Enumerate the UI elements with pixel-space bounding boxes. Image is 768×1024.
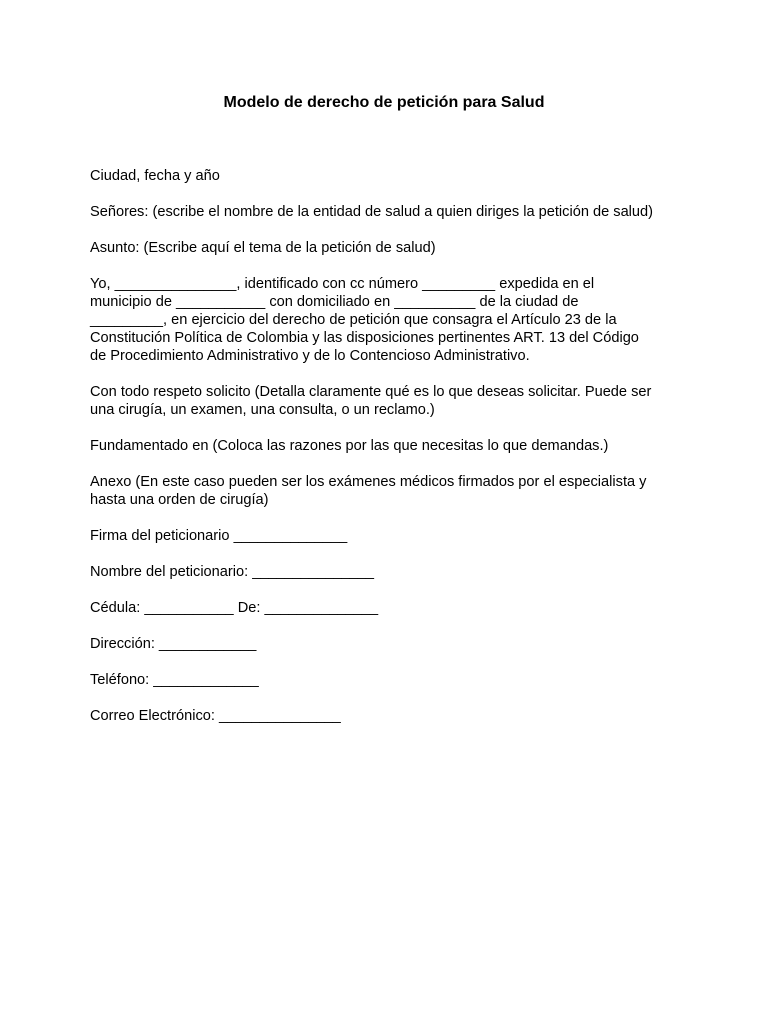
text-line: de Procedimiento Administrativo y de lo Contencioso Administrativo. [90, 348, 530, 364]
text-line: Anexo (En este caso pueden ser los exámenes médicos firmados por el especialista y [90, 474, 647, 490]
annex-paragraph [90, 473, 690, 509]
text-line: una cirugía, un examen, una consulta, o un reclamo.) [90, 402, 435, 418]
text-line: Nombre del peticionario: _______________ [90, 564, 374, 580]
text-line: Cédula: ___________ De: ______________ [90, 600, 379, 616]
text-line: Con todo respeto solicito (Detalla claramente qué es lo que deseas solicitar. Puede ser [90, 384, 652, 400]
id-line [90, 599, 690, 617]
recipient-line [90, 203, 690, 221]
text-line: Firma del peticionario ______________ [90, 528, 348, 544]
email-line [90, 707, 690, 725]
name-line [90, 563, 690, 581]
text-line: municipio de ___________ con domiciliado en __________ de la ciudad de [90, 294, 579, 310]
subject-line [90, 239, 690, 257]
request-paragraph [90, 383, 690, 419]
text-line: Constitución Política de Colombia y las disposiciones pertinentes ART. 13 del Código [90, 330, 639, 346]
text-line: Señores: (escribe el nombre de la entidad de salud a quien diriges la petición de salud) [90, 204, 654, 220]
place-date-line [90, 167, 690, 185]
text-line: Teléfono: _____________ [90, 672, 259, 688]
grounds-paragraph [90, 437, 690, 455]
text-line: Asunto: (Escribe aquí el tema de la petición de salud) [90, 240, 436, 256]
document-body [90, 167, 690, 743]
text-line: Yo, _______________, identificado con cc número _________ expedida en el [90, 276, 595, 292]
signature-line [90, 527, 690, 545]
address-line [90, 635, 690, 653]
phone-line [90, 671, 690, 689]
document-title: Modelo de derecho de petición para Salud [223, 94, 545, 111]
text-line: hasta una orden de cirugía) [90, 492, 269, 508]
text-line: Ciudad, fecha y año [90, 168, 220, 184]
text-line: Fundamentado en (Coloca las razones por las que necesitas lo que demandas.) [90, 438, 609, 454]
text-line: _________, en ejercicio del derecho de petición que consagra el Artículo 23 de la [90, 312, 617, 328]
text-line: Correo Electrónico: _______________ [90, 708, 341, 724]
petitioner-paragraph [90, 275, 690, 365]
text-line: Dirección: ____________ [90, 636, 257, 652]
